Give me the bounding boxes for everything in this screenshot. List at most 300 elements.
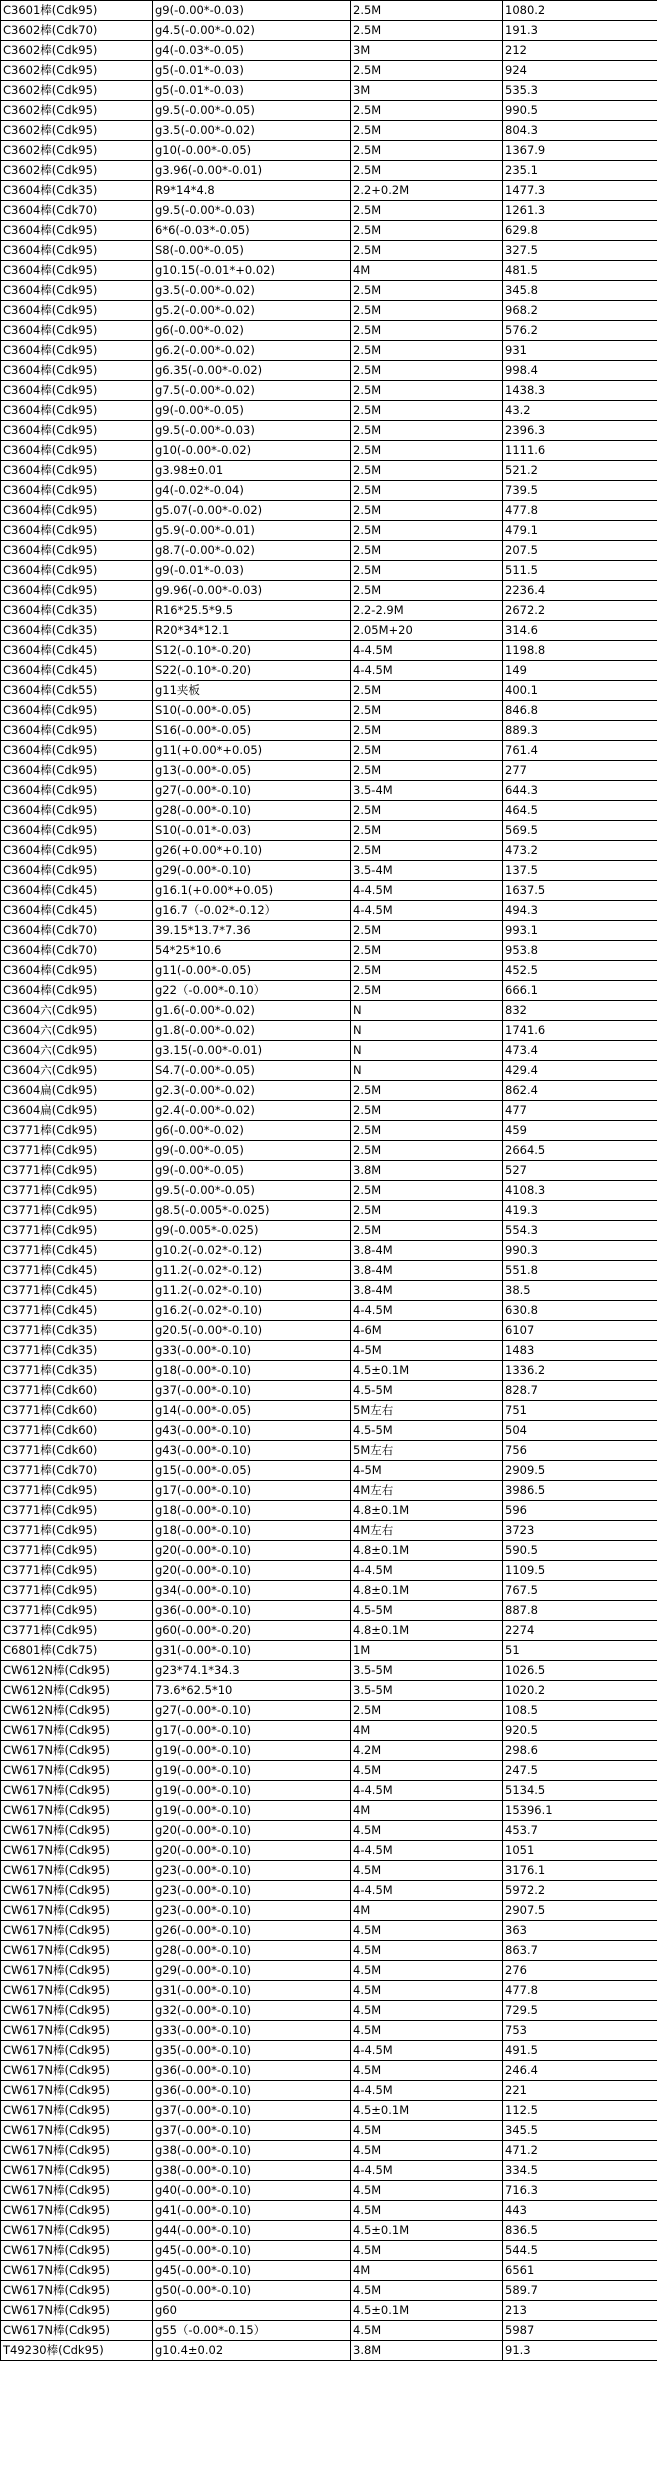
material-cell: C3604棒(Cdk95) [1, 961, 153, 981]
table-row [1, 1541, 657, 1561]
weight-cell: 828.7 [503, 1381, 657, 1401]
length-cell: 4.5M [351, 2201, 503, 2221]
weight-cell: 504 [503, 1421, 657, 1441]
weight-cell: 345.8 [503, 281, 657, 301]
length-cell: 4.5M [351, 2001, 503, 2021]
length-cell: 2.5M [351, 701, 503, 721]
table-row [1, 1981, 657, 2001]
material-cell: CW617N棒(Cdk95) [1, 2161, 153, 2181]
material-cell: C3604棒(Cdk95) [1, 521, 153, 541]
material-cell: C3604棒(Cdk95) [1, 341, 153, 361]
spec-cell: g17(-0.00*-0.10) [153, 1721, 351, 1741]
spec-cell: g9.96(-0.00*-0.03) [153, 581, 351, 601]
material-cell: C3602棒(Cdk95) [1, 81, 153, 101]
material-cell: T49230棒(Cdk95) [1, 2341, 153, 2361]
length-cell: 4-4.5M [351, 661, 503, 681]
material-cell: C3771棒(Cdk60) [1, 1381, 153, 1401]
spec-cell: g3.15(-0.00*-0.01) [153, 1041, 351, 1061]
table-row [1, 1581, 657, 1601]
length-cell: 2.5M [351, 1181, 503, 1201]
length-cell: 4.5±0.1M [351, 1361, 503, 1381]
material-cell: C3604棒(Cdk70) [1, 201, 153, 221]
weight-cell: 544.5 [503, 2241, 657, 2261]
length-cell: 2.5M [351, 721, 503, 741]
length-cell: 4M左右 [351, 1521, 503, 1541]
weight-cell: 1051 [503, 1841, 657, 1861]
spec-cell: g5.07(-0.00*-0.02) [153, 501, 351, 521]
weight-cell: 756 [503, 1441, 657, 1461]
weight-cell: 471.2 [503, 2141, 657, 2161]
material-cell: CW617N棒(Cdk95) [1, 1941, 153, 1961]
table-row [1, 941, 657, 961]
spec-cell: g41(-0.00*-0.10) [153, 2201, 351, 2221]
weight-cell: 629.8 [503, 221, 657, 241]
spec-cell: g9.5(-0.00*-0.05) [153, 101, 351, 121]
table-row [1, 2321, 657, 2341]
length-cell: 4M左右 [351, 1481, 503, 1501]
length-cell: 3.8-4M [351, 1281, 503, 1301]
spec-cell: S8(-0.00*-0.05) [153, 241, 351, 261]
spec-cell: g9.5(-0.00*-0.05) [153, 1181, 351, 1201]
spec-cell: g37(-0.00*-0.10) [153, 2121, 351, 2141]
material-cell: C3771棒(Cdk45) [1, 1241, 153, 1261]
spec-cell: g33(-0.00*-0.10) [153, 1341, 351, 1361]
weight-cell: 739.5 [503, 481, 657, 501]
table-row [1, 1941, 657, 1961]
weight-cell: 149 [503, 661, 657, 681]
spec-cell: g23*74.1*34.3 [153, 1661, 351, 1681]
table-row [1, 1141, 657, 1161]
material-cell: CW617N棒(Cdk95) [1, 2241, 153, 2261]
spec-cell: g10(-0.00*-0.05) [153, 141, 351, 161]
spec-cell: g10.2(-0.02*-0.12) [153, 1241, 351, 1261]
material-cell: C3604棒(Cdk95) [1, 421, 153, 441]
spec-cell: g8.5(-0.005*-0.025) [153, 1201, 351, 1221]
material-cell: CW617N棒(Cdk95) [1, 2201, 153, 2221]
material-cell: C3604棒(Cdk55) [1, 681, 153, 701]
weight-cell: 477 [503, 1101, 657, 1121]
table-row [1, 1681, 657, 1701]
table-row [1, 41, 657, 61]
table-row [1, 1121, 657, 1141]
spec-cell: g15(-0.00*-0.05) [153, 1461, 351, 1481]
length-cell: 4M [351, 261, 503, 281]
material-cell: CW617N棒(Cdk95) [1, 1981, 153, 2001]
material-cell: CW617N棒(Cdk95) [1, 1781, 153, 1801]
weight-cell: 1336.2 [503, 1361, 657, 1381]
weight-cell: 453.7 [503, 1821, 657, 1841]
weight-cell: 112.5 [503, 2101, 657, 2121]
length-cell: 4-6M [351, 1321, 503, 1341]
spec-cell: g36(-0.00*-0.10) [153, 1601, 351, 1621]
table-row [1, 1021, 657, 1041]
length-cell: 2.5M [351, 681, 503, 701]
length-cell: 2.05M+20 [351, 621, 503, 641]
table-row [1, 261, 657, 281]
material-cell: CW617N棒(Cdk95) [1, 1741, 153, 1761]
length-cell: 3.5-5M [351, 1661, 503, 1681]
weight-cell: 400.1 [503, 681, 657, 701]
weight-cell: 459 [503, 1121, 657, 1141]
material-cell: C3604棒(Cdk95) [1, 501, 153, 521]
table-row [1, 2021, 657, 2041]
length-cell: 2.5M [351, 221, 503, 241]
material-cell: C3604棒(Cdk95) [1, 861, 153, 881]
material-cell: C3771棒(Cdk95) [1, 1121, 153, 1141]
material-cell: C3604棒(Cdk70) [1, 921, 153, 941]
spec-cell: g10.4±0.02 [153, 2341, 351, 2361]
length-cell: 4-4.5M [351, 1881, 503, 1901]
material-cell: CW617N棒(Cdk95) [1, 1821, 153, 1841]
material-cell: C3604棒(Cdk95) [1, 781, 153, 801]
material-cell: C3771棒(Cdk95) [1, 1481, 153, 1501]
material-cell: CW617N棒(Cdk95) [1, 1901, 153, 1921]
length-cell: 4.5M [351, 2021, 503, 2041]
length-cell: 4-4.5M [351, 1841, 503, 1861]
table-row [1, 1601, 657, 1621]
spec-cell: 73.6*62.5*10 [153, 1681, 351, 1701]
weight-cell: 832 [503, 1001, 657, 1021]
table-row [1, 2181, 657, 2201]
material-cell: CW617N棒(Cdk95) [1, 2101, 153, 2121]
spec-cell: g27(-0.00*-0.10) [153, 1701, 351, 1721]
length-cell: 4.8±0.1M [351, 1581, 503, 1601]
length-cell: 3.8M [351, 1161, 503, 1181]
weight-cell: 836.5 [503, 2221, 657, 2241]
table-row [1, 161, 657, 181]
spec-cell: g5(-0.01*-0.03) [153, 81, 351, 101]
length-cell: 4.5±0.1M [351, 2221, 503, 2241]
length-cell: 2.5M [351, 981, 503, 1001]
spec-cell: g16.2(-0.02*-0.10) [153, 1301, 351, 1321]
table-row [1, 1, 657, 21]
spec-cell: g20(-0.00*-0.10) [153, 1541, 351, 1561]
length-cell: 2.5M [351, 1121, 503, 1141]
spec-cell: g35(-0.00*-0.10) [153, 2041, 351, 2061]
spec-cell: R20*34*12.1 [153, 621, 351, 641]
weight-cell: 334.5 [503, 2161, 657, 2181]
table-row [1, 2341, 657, 2361]
material-cell: C3771棒(Cdk45) [1, 1301, 153, 1321]
spec-cell: g22（-0.00*-0.10） [153, 981, 351, 1001]
table-row [1, 1001, 657, 1021]
table-row [1, 981, 657, 1001]
weight-cell: 43.2 [503, 401, 657, 421]
spec-cell: g26(+0.00*+0.10) [153, 841, 351, 861]
spec-cell: g4(-0.02*-0.04) [153, 481, 351, 501]
spec-cell: g32(-0.00*-0.10) [153, 2001, 351, 2021]
material-cell: C3604棒(Cdk95) [1, 741, 153, 761]
table-row [1, 1621, 657, 1641]
weight-cell: 477.8 [503, 1981, 657, 2001]
spec-cell: 6*6(-0.03*-0.05) [153, 221, 351, 241]
material-cell: CW617N棒(Cdk95) [1, 1801, 153, 1821]
weight-cell: 15396.1 [503, 1801, 657, 1821]
weight-cell: 596 [503, 1501, 657, 1521]
length-cell: 2.5M [351, 1701, 503, 1721]
table-row [1, 1701, 657, 1721]
spec-cell: g9.5(-0.00*-0.03) [153, 421, 351, 441]
material-cell: CW617N棒(Cdk95) [1, 1961, 153, 1981]
table-row [1, 1861, 657, 1881]
spec-cell: g3.96(-0.00*-0.01) [153, 161, 351, 181]
length-cell: 2.5M [351, 1, 503, 21]
weight-cell: 569.5 [503, 821, 657, 841]
material-cell: C3604棒(Cdk95) [1, 801, 153, 821]
weight-cell: 551.8 [503, 1261, 657, 1281]
spec-cell: g18(-0.00*-0.10) [153, 1361, 351, 1381]
table-row [1, 2241, 657, 2261]
weight-cell: 953.8 [503, 941, 657, 961]
material-cell: CW617N棒(Cdk95) [1, 1841, 153, 1861]
weight-cell: 491.5 [503, 2041, 657, 2061]
weight-cell: 191.3 [503, 21, 657, 41]
weight-cell: 751 [503, 1401, 657, 1421]
length-cell: 4.5M [351, 2061, 503, 2081]
table-row [1, 1661, 657, 1681]
spec-cell: g27(-0.00*-0.10) [153, 781, 351, 801]
length-cell: 2.5M [351, 161, 503, 181]
weight-cell: 6561 [503, 2261, 657, 2281]
weight-cell: 108.5 [503, 1701, 657, 1721]
weight-cell: 511.5 [503, 561, 657, 581]
table-row [1, 1401, 657, 1421]
weight-cell: 1637.5 [503, 881, 657, 901]
table-row [1, 2301, 657, 2321]
material-cell: CW617N棒(Cdk95) [1, 2001, 153, 2021]
length-cell: 4.5M [351, 1921, 503, 1941]
weight-cell: 554.3 [503, 1221, 657, 1241]
weight-cell: 327.5 [503, 241, 657, 261]
material-cell: CW617N棒(Cdk95) [1, 1921, 153, 1941]
length-cell: 4.5M [351, 1981, 503, 2001]
material-cell: C3604棒(Cdk95) [1, 221, 153, 241]
table-row [1, 861, 657, 881]
length-cell: 4M [351, 1801, 503, 1821]
material-cell: CW617N棒(Cdk95) [1, 2261, 153, 2281]
table-row [1, 21, 657, 41]
table-row [1, 881, 657, 901]
weight-cell: 630.8 [503, 1301, 657, 1321]
length-cell: 2.5M [351, 1081, 503, 1101]
material-cell: CW617N棒(Cdk95) [1, 2081, 153, 2101]
length-cell: 4.8±0.1M [351, 1541, 503, 1561]
length-cell: N [351, 1021, 503, 1041]
spec-cell: R9*14*4.8 [153, 181, 351, 201]
length-cell: 2.5M [351, 421, 503, 441]
material-cell: C3771棒(Cdk95) [1, 1181, 153, 1201]
material-cell: C3604棒(Cdk95) [1, 401, 153, 421]
table-row [1, 121, 657, 141]
table-row [1, 81, 657, 101]
table-row [1, 641, 657, 661]
material-cell: CW617N棒(Cdk95) [1, 2141, 153, 2161]
material-cell: CW617N棒(Cdk95) [1, 2021, 153, 2041]
material-cell: C3604棒(Cdk95) [1, 321, 153, 341]
length-cell: 4.5M [351, 1821, 503, 1841]
table-row [1, 1361, 657, 1381]
spec-cell: g36(-0.00*-0.10) [153, 2061, 351, 2081]
table-row [1, 1261, 657, 1281]
weight-cell: 6107 [503, 1321, 657, 1341]
table-row [1, 281, 657, 301]
spec-cell: g19(-0.00*-0.10) [153, 1741, 351, 1761]
table-row [1, 181, 657, 201]
spec-cell: g19(-0.00*-0.10) [153, 1761, 351, 1781]
material-cell: C3604棒(Cdk95) [1, 461, 153, 481]
weight-cell: 464.5 [503, 801, 657, 821]
weight-cell: 477.8 [503, 501, 657, 521]
table-row [1, 1421, 657, 1441]
length-cell: 2.5M [351, 61, 503, 81]
length-cell: 4.8±0.1M [351, 1501, 503, 1521]
table-row [1, 1781, 657, 1801]
table-row [1, 1801, 657, 1821]
material-cell: C3771棒(Cdk95) [1, 1221, 153, 1241]
length-cell: 4.5M [351, 2241, 503, 2261]
length-cell: 2.5M [351, 461, 503, 481]
weight-cell: 419.3 [503, 1201, 657, 1221]
length-cell: 3.5-4M [351, 781, 503, 801]
weight-cell: 1080.2 [503, 1, 657, 21]
spec-cell: S10(-0.00*-0.05) [153, 701, 351, 721]
weight-cell: 889.3 [503, 721, 657, 741]
spec-cell: g11.2(-0.02*-0.12) [153, 1261, 351, 1281]
weight-cell: 3723 [503, 1521, 657, 1541]
material-cell: CW612N棒(Cdk95) [1, 1661, 153, 1681]
table-row [1, 441, 657, 461]
material-cell: CW612N棒(Cdk95) [1, 1681, 153, 1701]
spec-cell: S12(-0.10*-0.20) [153, 641, 351, 661]
length-cell: 4.5M [351, 1941, 503, 1961]
weight-cell: 2274 [503, 1621, 657, 1641]
weight-cell: 3986.5 [503, 1481, 657, 1501]
material-cell: C3771棒(Cdk35) [1, 1341, 153, 1361]
spec-cell: g60 [153, 2301, 351, 2321]
length-cell: 4-4.5M [351, 901, 503, 921]
spec-cell: g23(-0.00*-0.10) [153, 1861, 351, 1881]
length-cell: 4-5M [351, 1461, 503, 1481]
table-row [1, 741, 657, 761]
table-row [1, 1561, 657, 1581]
spec-cell: g16.7（-0.02*-0.12） [153, 901, 351, 921]
table-row [1, 321, 657, 341]
material-cell: C3771棒(Cdk95) [1, 1601, 153, 1621]
spec-cell: g5.9(-0.00*-0.01) [153, 521, 351, 541]
spec-cell: R16*25.5*9.5 [153, 601, 351, 621]
weight-cell: 277 [503, 761, 657, 781]
material-cell: C3604棒(Cdk45) [1, 641, 153, 661]
spec-cell: g20(-0.00*-0.10) [153, 1841, 351, 1861]
material-cell: CW617N棒(Cdk95) [1, 1861, 153, 1881]
material-cell: C3771棒(Cdk95) [1, 1161, 153, 1181]
spec-cell: g55（-0.00*-0.15） [153, 2321, 351, 2341]
spec-cell: g3.5(-0.00*-0.02) [153, 121, 351, 141]
weight-cell: 473.4 [503, 1041, 657, 1061]
material-cell: CW617N棒(Cdk95) [1, 2221, 153, 2241]
length-cell: 2.5M [351, 321, 503, 341]
table-row [1, 841, 657, 861]
table-row [1, 2261, 657, 2281]
length-cell: 2.5M [351, 381, 503, 401]
length-cell: 2.5M [351, 761, 503, 781]
spec-cell: g9(-0.00*-0.03) [153, 1, 351, 21]
spec-cell: g11夹板 [153, 681, 351, 701]
weight-cell: 481.5 [503, 261, 657, 281]
material-cell: C6801棒(Cdk75) [1, 1641, 153, 1661]
table-row [1, 2041, 657, 2061]
weight-cell: 1020.2 [503, 1681, 657, 1701]
spec-cell: g11(+0.00*+0.05) [153, 741, 351, 761]
table-row [1, 1181, 657, 1201]
table-row [1, 1161, 657, 1181]
weight-cell: 247.5 [503, 1761, 657, 1781]
weight-cell: 998.4 [503, 361, 657, 381]
length-cell: 5M左右 [351, 1441, 503, 1461]
length-cell: 2.5M [351, 301, 503, 321]
weight-cell: 207.5 [503, 541, 657, 561]
length-cell: 3.8-4M [351, 1241, 503, 1261]
weight-cell: 443 [503, 2201, 657, 2221]
spec-cell: g6(-0.00*-0.02) [153, 321, 351, 341]
material-cell: C3771棒(Cdk95) [1, 1581, 153, 1601]
length-cell: 4.5M [351, 2141, 503, 2161]
length-cell: 4-5M [351, 1341, 503, 1361]
length-cell: 2.5M [351, 961, 503, 981]
material-cell: CW617N棒(Cdk95) [1, 2281, 153, 2301]
length-cell: 2.5M [351, 201, 503, 221]
material-cell: C3604棒(Cdk95) [1, 381, 153, 401]
material-cell: C3771棒(Cdk60) [1, 1421, 153, 1441]
spec-cell: g18(-0.00*-0.10) [153, 1501, 351, 1521]
spec-cell: g14(-0.00*-0.05) [153, 1401, 351, 1421]
weight-cell: 2907.5 [503, 1901, 657, 1921]
length-cell: 4.5M [351, 2181, 503, 2201]
weight-cell: 429.4 [503, 1061, 657, 1081]
weight-cell: 920.5 [503, 1721, 657, 1741]
length-cell: 2.5M [351, 281, 503, 301]
material-cell: C3604棒(Cdk95) [1, 481, 153, 501]
table-row [1, 381, 657, 401]
material-cell: C3771棒(Cdk95) [1, 1541, 153, 1561]
spec-cell: g13(-0.00*-0.05) [153, 761, 351, 781]
length-cell: 3.5-4M [351, 861, 503, 881]
material-cell: C3771棒(Cdk70) [1, 1461, 153, 1481]
length-cell: 4.5-5M [351, 1381, 503, 1401]
material-cell: C3604棒(Cdk95) [1, 281, 153, 301]
spec-cell: g33(-0.00*-0.10) [153, 2021, 351, 2041]
weight-cell: 1741.6 [503, 1021, 657, 1041]
spec-cell: g8.7(-0.00*-0.02) [153, 541, 351, 561]
weight-cell: 2672.2 [503, 601, 657, 621]
material-cell: C3604棒(Cdk95) [1, 261, 153, 281]
weight-cell: 846.8 [503, 701, 657, 721]
weight-cell: 716.3 [503, 2181, 657, 2201]
material-cell: C3604棒(Cdk95) [1, 441, 153, 461]
material-cell: C3771棒(Cdk35) [1, 1321, 153, 1341]
weight-cell: 767.5 [503, 1581, 657, 1601]
table-row [1, 1281, 657, 1301]
material-cell: CW617N棒(Cdk95) [1, 2061, 153, 2081]
weight-cell: 1026.5 [503, 1661, 657, 1681]
table-row [1, 2141, 657, 2161]
material-cell: C3604棒(Cdk95) [1, 761, 153, 781]
weight-cell: 345.5 [503, 2121, 657, 2141]
table-row [1, 221, 657, 241]
weight-cell: 452.5 [503, 961, 657, 981]
spec-cell: g31(-0.00*-0.10) [153, 1981, 351, 2001]
material-cell: CW617N棒(Cdk95) [1, 1721, 153, 1741]
